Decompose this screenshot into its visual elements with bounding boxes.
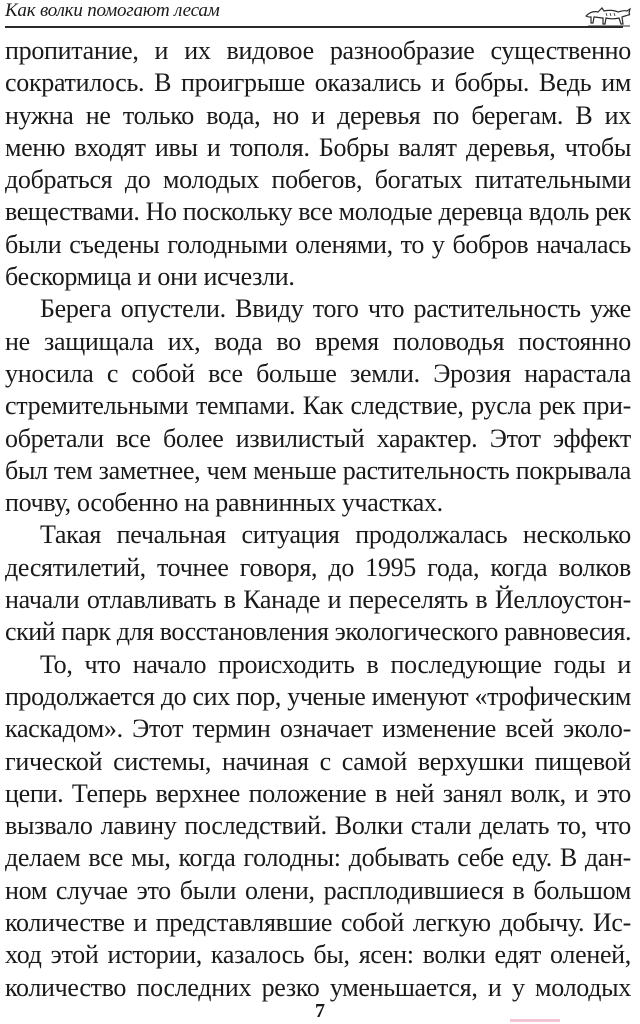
text-line: каскадом». Этот термин означает изменение всей эколо- [5, 714, 631, 744]
text-line: начали отлавливать в Канаде и переселять в Йеллоустон- [5, 585, 631, 615]
scan-edge-mark [510, 1019, 560, 1022]
header-divider [5, 26, 623, 28]
text-line: То, что начало происходить в последующие годы и [40, 649, 631, 679]
text-line: нужна не только вода, но и деревья по берегам. В их [5, 100, 631, 130]
body-text [5, 35, 631, 1004]
text-line: гической системы, начиная с самой верхушки пищевой [5, 746, 631, 776]
text-line: десятилетий, точнее говоря, до 1995 года, когда волков [5, 552, 631, 582]
paragraph [5, 519, 631, 648]
text-line: был тем заметнее, чем меньше растительность покрывала [5, 455, 631, 485]
text-line: количестве и представлявшие собой легкую добычу. Ис- [5, 908, 631, 938]
text-line: веществами. Но поскольку все молодые деревца вдоль рек [5, 197, 631, 227]
text-line: цепи. Теперь верхнее положение в ней занял волк, и это [5, 778, 631, 808]
text-line: были съедены голодными оленями, то у бобров началась [5, 229, 631, 259]
text-line: ход этой истории, казалось бы, ясен: волки едят оленей, [5, 940, 631, 970]
page-number: 7 [315, 1000, 325, 1022]
text-line: делаем все мы, когда голодны: добывать себе еду. В дан- [5, 843, 631, 873]
running-header [0, 0, 640, 32]
text-line: Такая печальная ситуация продолжалась несколько [40, 520, 631, 550]
text-line: количество последних резко уменьшается, и у молодых [5, 972, 631, 1002]
paragraph [5, 35, 631, 293]
text-line: добраться до молодых побегов, богатых питательными [5, 165, 631, 195]
text-line: меню входят ивы и тополя. Бобры валят деревья, чтобы [5, 132, 631, 162]
running-title: Как волки помогают лесам [5, 0, 220, 21]
text-line: сократилось. В проигрыше оказались и бобры. Ведь им [5, 68, 631, 98]
text-line: пропитание, и их видовое разнообразие существенно [5, 36, 631, 65]
paragraph [5, 649, 631, 1004]
text-line: обретали все более извилистый характер. Этот эффект [5, 423, 631, 453]
text-line: ский парк для восстановления экологического равновесия. [5, 617, 631, 647]
text-line: уносила с собой все больше земли. Эрозия нарастала [5, 358, 631, 388]
text-line: продолжается до сих пор, ученые именуют «трофическим [5, 681, 631, 711]
paragraph [5, 293, 631, 519]
text-line: ном случае это были олени, расплодившиеся в большом [5, 875, 631, 905]
text-line: стремительными темпами. Как следствие, русла рек при- [5, 391, 631, 421]
text-line: не защищала их, вода во время половодья постоянно [5, 326, 631, 356]
text-line: Берега опустели. Ввиду того что растительность уже [40, 294, 631, 324]
wolf-silhouette-icon [584, 2, 632, 28]
text-line: вызвало лавину последствий. Волки стали делать то, что [5, 811, 631, 841]
text-line: бескормица и они исчезли. [5, 262, 295, 292]
text-line: почву, особенно на равнинных участках. [5, 488, 443, 518]
